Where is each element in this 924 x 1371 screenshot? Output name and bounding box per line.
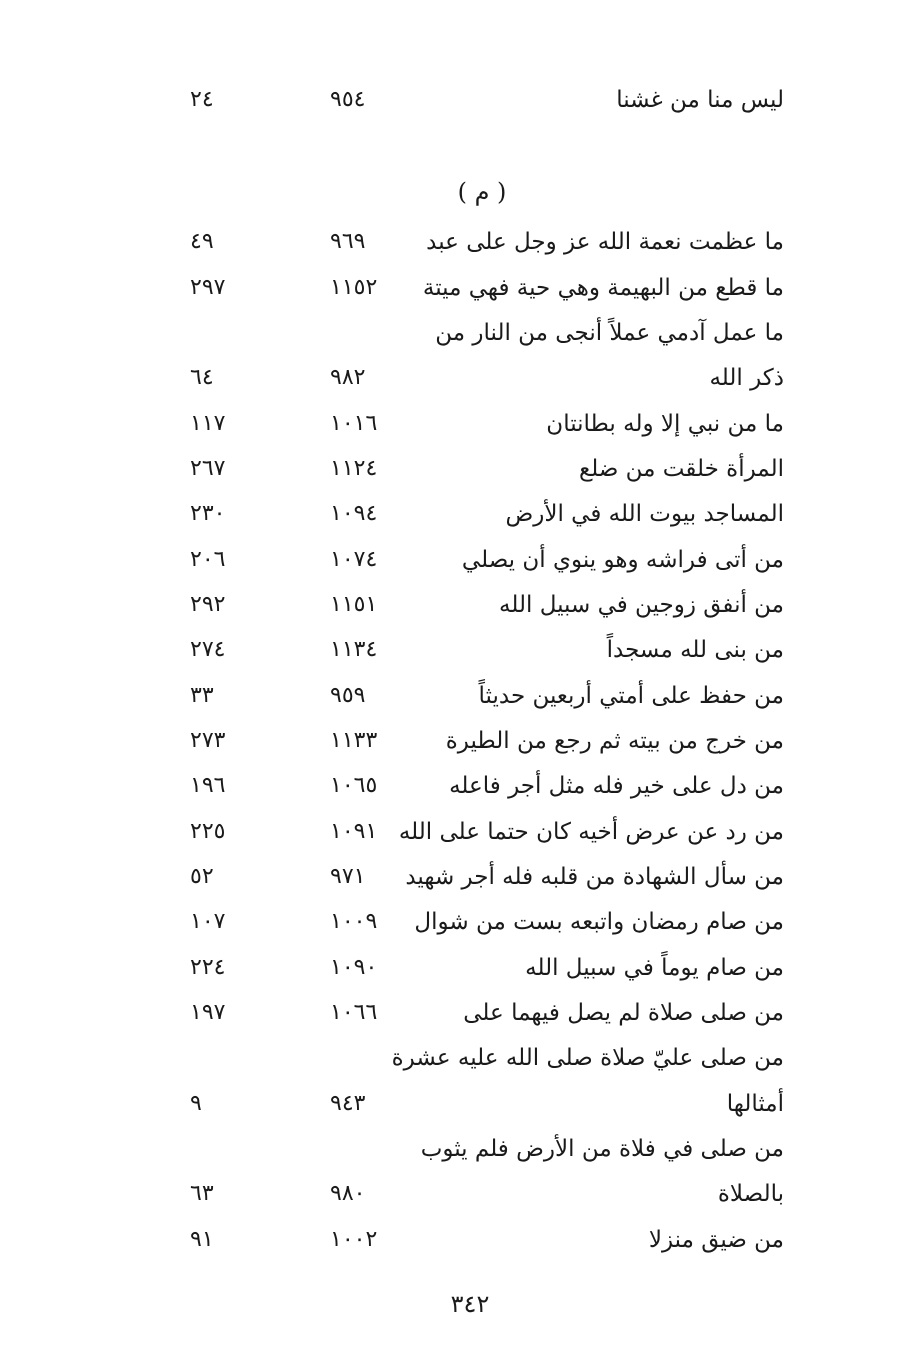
index-entry — [0, 358, 924, 398]
index-entry — [0, 993, 924, 1033]
index-entry — [0, 948, 924, 988]
entry-text: من حفظ على أمتي أربعين حديثاً — [478, 683, 784, 709]
page-reference: ٢٩٧ — [190, 275, 226, 300]
index-entry — [0, 268, 924, 308]
entry-text: أمثالها — [726, 1091, 784, 1117]
index-entry — [0, 812, 924, 852]
hadith-number: ١١٣٤ — [330, 637, 378, 662]
entry-text: من صام رمضان واتبعه بست من شوال — [414, 909, 784, 935]
entry-text: المرأة خلقت من ضلع — [578, 456, 784, 482]
entry-text: من بنى لله مسجداً — [606, 637, 784, 663]
entry-text: من سأل الشهادة من قلبه فله أجر شهيد — [405, 864, 784, 890]
hadith-number: ١١٢٤ — [330, 456, 378, 481]
hadith-number: ٩٥٤ — [330, 87, 366, 112]
hadith-number: ٩٥٩ — [330, 683, 366, 708]
page-reference: ٢٧٣ — [190, 728, 226, 753]
page-reference: ٩١ — [190, 1227, 214, 1252]
page-reference: ٢٤ — [190, 87, 214, 112]
entry-text: بالصلاة — [717, 1181, 784, 1207]
index-entry — [0, 585, 924, 625]
page-number: ٣٤٢ — [450, 1290, 490, 1318]
index-entry — [0, 404, 924, 444]
index-entry — [0, 902, 924, 942]
index-entry — [0, 721, 924, 761]
entry-text: من رد عن عرض أخيه كان حتما على الله — [398, 819, 784, 845]
hadith-number: ١١٥١ — [330, 592, 378, 617]
page-reference: ١٩٧ — [190, 1000, 226, 1025]
hadith-number: ١٠٠٢ — [330, 1227, 378, 1252]
page-reference: ٦٤ — [190, 365, 214, 390]
index-entry — [0, 313, 924, 353]
entry-text: من أنفق زوجين في سبيل الله — [499, 592, 784, 618]
page-reference: ٢٣٠ — [190, 501, 226, 526]
hadith-number: ١١٥٢ — [330, 275, 378, 300]
page-reference: ٣٣ — [190, 683, 214, 708]
page-reference: ٢٢٥ — [190, 819, 226, 844]
page-reference: ٢٧٤ — [190, 637, 226, 662]
hadith-number: ١٠٩٠ — [330, 955, 378, 980]
entry-text: من دل على خير فله مثل أجر فاعله — [449, 773, 784, 799]
index-entry — [0, 1084, 924, 1124]
index-entry — [0, 494, 924, 534]
index-entry — [0, 857, 924, 897]
entry-text: ما قطع من البهيمة وهي حية فهي ميتة — [422, 275, 784, 301]
page-reference: ١٠٧ — [190, 909, 226, 934]
entry-text: من صلى في فلاة من الأرض فلم يثوب — [420, 1136, 784, 1162]
page-reference: ٤٩ — [190, 229, 214, 254]
entry-text: من خرج من بيته ثم رجع من الطيرة — [445, 728, 784, 754]
index-entry — [0, 1129, 924, 1169]
index-entry — [0, 222, 924, 262]
entry-text: ليس منا من غشنا — [616, 87, 784, 113]
index-entry — [0, 766, 924, 806]
page-reference: ٢٩٢ — [190, 592, 226, 617]
page-reference: ١١٧ — [190, 411, 226, 436]
page-reference: ٩ — [190, 1091, 202, 1116]
entry-text: من صلى صلاة لم يصل فيهما على — [463, 1000, 784, 1026]
hadith-number: ١٠٦٦ — [330, 1000, 378, 1025]
entry-text: ما من نبي إلا وله بطانتان — [546, 411, 784, 437]
entry-text: من أتى فراشه وهو ينوي أن يصلي — [461, 547, 784, 573]
page-reference: ٢٦٧ — [190, 456, 226, 481]
page-reference: ٢٢٤ — [190, 955, 226, 980]
page-reference: ٥٢ — [190, 864, 214, 889]
entry-text: ما عظمت نعمة الله عز وجل على عبد — [426, 229, 784, 255]
index-entry — [0, 676, 924, 716]
hadith-number: ٩٨٠ — [330, 1181, 366, 1206]
index-entry — [0, 1220, 924, 1260]
entry-text: من صام يوماً في سبيل الله — [525, 955, 784, 981]
entry-text: ما عمل آدمي عملاً أنجى من النار من — [435, 320, 784, 346]
entry-text: من صلى عليّ صلاة صلى الله عليه عشرة — [391, 1045, 784, 1071]
hadith-number: ١٠٩١ — [330, 819, 378, 844]
page-reference: ٦٣ — [190, 1181, 214, 1206]
hadith-number: ١٠١٦ — [330, 411, 378, 436]
hadith-number: ٩٧١ — [330, 864, 366, 889]
hadith-number: ١٠٧٤ — [330, 547, 378, 572]
section-heading: ( م ) — [457, 178, 507, 206]
index-entry — [0, 80, 924, 120]
hadith-number: ١٠٦٥ — [330, 773, 378, 798]
hadith-number: ٩٦٩ — [330, 229, 366, 254]
index-entry — [0, 540, 924, 580]
entry-text: من ضيق منزلا — [648, 1227, 784, 1253]
hadith-number: ١٠٠٩ — [330, 909, 378, 934]
hadith-number: ٩٨٢ — [330, 365, 366, 390]
entry-text: المساجد بيوت الله في الأرض — [505, 501, 784, 527]
entry-text: ذكر الله — [709, 365, 784, 391]
hadith-number: ١٠٩٤ — [330, 501, 378, 526]
index-entry — [0, 449, 924, 489]
index-entry — [0, 630, 924, 670]
hadith-number: ٩٤٣ — [330, 1091, 366, 1116]
index-entry — [0, 1174, 924, 1214]
hadith-number: ١١٣٣ — [330, 728, 378, 753]
index-entry — [0, 1038, 924, 1078]
page-reference: ١٩٦ — [190, 773, 226, 798]
page-reference: ٢٠٦ — [190, 547, 226, 572]
